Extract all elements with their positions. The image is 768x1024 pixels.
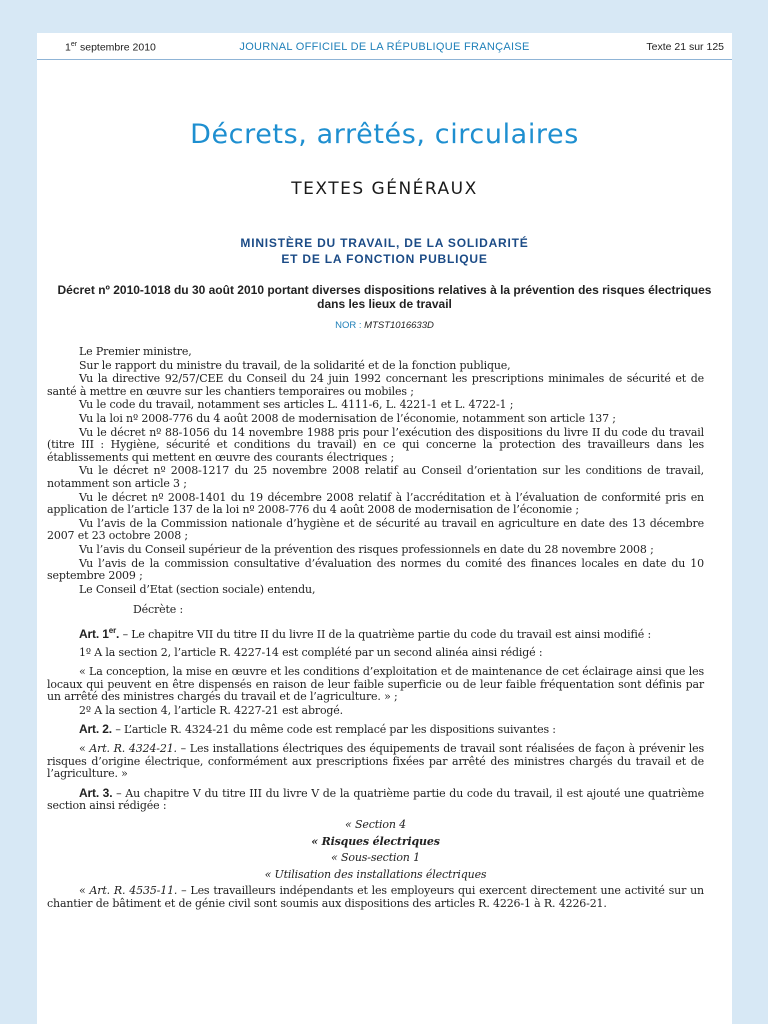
paragraph: Vu l’avis de la commission consultative d’évaluation des normes du comité des finances locales en date du 10 septembre 2009 ; [47,556,704,583]
paragraph: Vu la directive 92/57/CEE du Conseil du 24 juin 1992 concernant les prescriptions minimales de sécurité et de santé à mettre en œuvre sur les chantiers temporaires ou mobiles ; [47,372,704,398]
nor-code: MTST1016633D [364,320,434,331]
article-3: Art. 3. – Au chapitre V du titre III du livre V de la quatrième partie du code du travail, il est ajouté une quatrième section ainsi rédigée : [47,785,704,813]
section-4-heading: « Section 4 [345,818,406,831]
text-reference: Texte 21 sur 125 [646,41,724,53]
nor-label: NOR : [335,320,362,331]
paragraph: Vu le décret nº 88-1056 du 14 novembre 1988 pris pour l’exécution des dispositions du livre II du code du travail (titre III : Hygiène, sécurité et conditions du travail) en ce qui concerne la protection des travailleurs dans les établissements qui mettent en œuvre des courants électriques ; [47,425,704,464]
paragraph: Vu le décret nº 2008-1401 du 19 décembre 2008 relatif à l’accréditation et à l’évaluation de conformité pris en application de l’article 137 de la loi nº 2008-776 du 4 août 2008 de modernisation de l’économie ; [47,490,704,517]
journal-name: JOURNAL OFFICIEL DE LA RÉPUBLIQUE FRANÇAISE [239,41,530,53]
risques-heading: « Risques électriques [311,834,440,848]
paragraph: Le Premier ministre, [79,345,192,358]
paragraph: Vu la loi nº 2008-776 du 4 août 2008 de modernisation de l’économie, notamment son article 137 ; [79,411,616,425]
article-2-label: Art. 2. [79,722,112,737]
article-1-label: Art. 1er. [79,625,120,641]
article-1: Art. 1er. – Le chapitre VII du titre II du livre II de la quatrième partie du code du travail est ainsi modifié : [79,625,652,641]
decrete-heading: Décrète : [133,603,184,617]
page-title: Décrets, arrêtés, circulaires [190,119,579,150]
paragraph: Vu l’avis de la Commission nationale d’hygiène et de sécurité au travail en agriculture en date des 13 décembre 2007 et 23 octobre 2008 ; [47,516,704,543]
decree-body [47,346,704,912]
paragraph: Vu le code du travail, notamment ses articles L. 4111-6, L. 4221-1 et L. 4722-1 ; [79,398,514,412]
sous-section-heading: « Sous-section 1 [331,851,420,865]
article-1-quote: « La conception, la mise en œuvre et les conditions d’exploitation et de maintenance de cet éclairage ainsi que les locaux qui peuvent en être dispensés en raison de leur faible superficie ou de leur faible fréquentation sont définis par un arrêté des ministres chargés du travail et de l’agriculture. » ; [47,665,704,704]
ministry-heading [37,235,732,267]
paragraph: Sur le rapport du ministre du travail, de la solidarité et de la fonction publique, [79,358,511,372]
article-1-item-2: 2º A la section 4, l’article R. 4227-21 est abrogé. [79,703,344,717]
paragraph: Vu l’avis du Conseil supérieur de la prévention des risques professionnels en date du 28 novembre 2008 ; [79,542,654,556]
section-title: TEXTES GÉNÉRAUX [291,179,478,199]
ministry-line-2: ET DE LA FONCTION PUBLIQUE [281,252,488,266]
nor-reference [37,320,732,331]
article-1-item-1: 1º A la section 2, l’article R. 4227-14 est complété par un second alinéa ainsi rédigé : [79,646,543,660]
journal-page [37,33,732,1024]
article-3-label: Art. 3. [79,785,113,800]
paragraph: Vu le décret nº 2008-1217 du 25 novembre 2008 relatif au Conseil d’orientation sur les conditions de travail, notamment son article 3 ; [47,464,704,490]
article-r4535-11: « Art. R. 4535-11. – Les travailleurs indépendants et les employeurs qui exercent directement une activité sur un chantier de bâtiment et de génie civil sont soumis aux dispositions des articles R. 4226-1 à R. 4226-21. [47,884,704,910]
paragraph: Le Conseil d’Etat (section sociale) entendu, [79,582,316,596]
publication-date: 1er septembre 2010 [65,41,156,54]
article-2-quote: « Art. R. 4324-21. – Les installations électriques des équipements de travail sont réalisées de façon à prévenir les risques d’origine électrique, conformément aux prescriptions fixées par arrêté des ministres chargés du travail et de l’agriculture. » [47,742,704,781]
ministry-line-1: MINISTÈRE DU TRAVAIL, DE LA SOLIDARITÉ [240,236,529,250]
decree-title: Décret nº 2010-1018 du 30 août 2010 portant diverses dispositions relatives à la prévention des risques électriques dans les lieux de travail [57,283,712,311]
utilisation-heading: « Utilisation des installations électriques [264,867,487,881]
article-2: Art. 2. – L’article R. 4324-21 du même code est remplacé par les dispositions suivantes : [79,722,556,737]
header-divider [37,59,732,60]
